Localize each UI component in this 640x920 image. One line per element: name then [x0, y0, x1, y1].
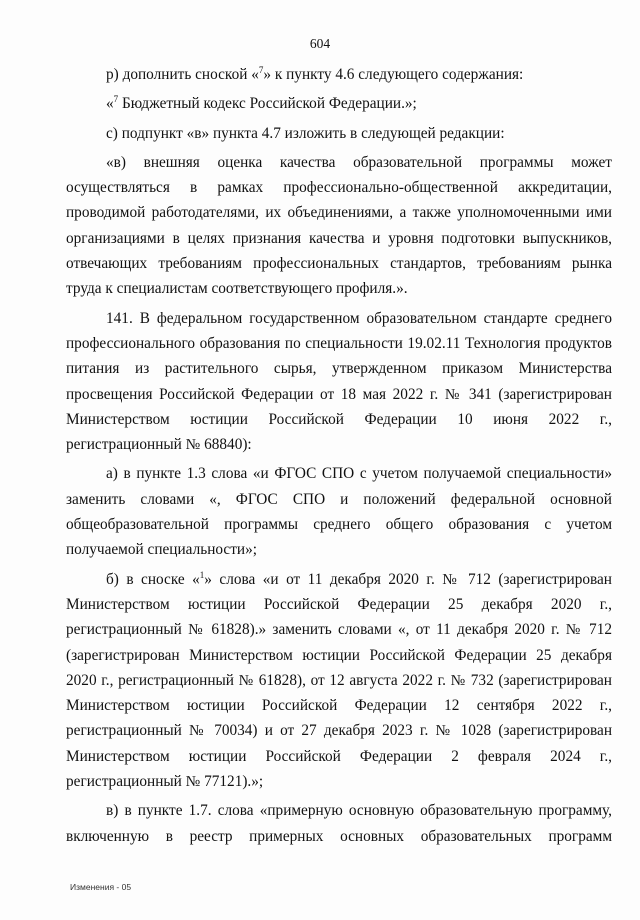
footnote-marker: 7 — [113, 94, 119, 105]
paragraph-text: р) дополнить сноской « — [106, 66, 259, 83]
paragraph-item-141: 141. В федеральном государственном образовательном стандарте среднего профессионального образования по специальности 19.02.11 Технология продуктов питания из растительного сырья, утвержденном приказом Министерства просвещения Российской Федерации от 18 мая 2022 г. № 341 (зарегистрирован Министерством юстиции Российской Федерации 10 июня 2022 г., регистрационный № 68840): — [66, 309, 612, 454]
paragraph-text: Бюджетный кодекс Российской Федерации.»; — [118, 95, 417, 113]
paragraph-subitem-b — [66, 567, 612, 795]
paragraph-text: » слова «и от 11 декабря 2020 г. № 712 (зарегистрирован Министерством юстиции Российской Федерации 25 декабря 2020 г., регистрационный № 61828).» заменить словами «, от 11 декабря 2020 г. № 712 (зарегистрирован Министерством юстиции Российской Федерации 25 декабря 2020 г., регистрационный № 61828), от 12 августа 2022 г. № 732 (зарегистрирован Министерством юстиции Российской Федерации 12 сентября 2022 г., регистрационный № 70034) и от 27 декабря 2023 г. № 1028 (зарегистрирован Министерством юстиции Российской Федерации 2 февраля 2024 г., регистрационный № 77121).»; — [66, 570, 612, 791]
paragraph-subitem-a: а) в пункте 1.3 слова «и ФГОС СПО с учетом получаемой специальности» заменить словами «, ФГОС СПО и положений федеральной основной общеобразовательной программы среднего общего образования с учетом получаемой специальности»; — [66, 465, 612, 559]
paragraph-subitem-c: с) подпункт «в» пункта 4.7 изложить в следующей редакции: — [106, 124, 505, 142]
footnote-marker: 1 — [199, 569, 205, 580]
footnote-marker: 7 — [258, 65, 264, 75]
page-number: 604 — [309, 36, 331, 51]
document-body — [66, 62, 612, 849]
paragraph-footnote-text — [66, 91, 612, 116]
paragraph-text: « — [106, 95, 114, 113]
paragraph-quoted-v: «в) внешняя оценка качества образовательной программы может осуществляться в рамках профессионально-общественной аккредитации, проводимой работодателями, их объединениями, а также уполномоченными ими организациями в целях признания качества и уровня подготовки выпускников, отвечающих требованиям профессиональных стандартов, требованиям рынка труда к специалистам соответствующего профиля.». — [66, 153, 612, 298]
paragraph-footnote-addition — [66, 62, 612, 87]
paragraph-text: » к пункту 4.6 следующего содержания: — [263, 66, 524, 83]
paragraph-text: б) в сноске « — [106, 570, 200, 588]
page-footer: Изменения - 05 — [70, 882, 132, 892]
paragraph-subitem-v: в) в пункте 1.7. слова «примерную основную образовательную программу, включенную в реестр примерных основных образовательных программ — [66, 802, 612, 845]
